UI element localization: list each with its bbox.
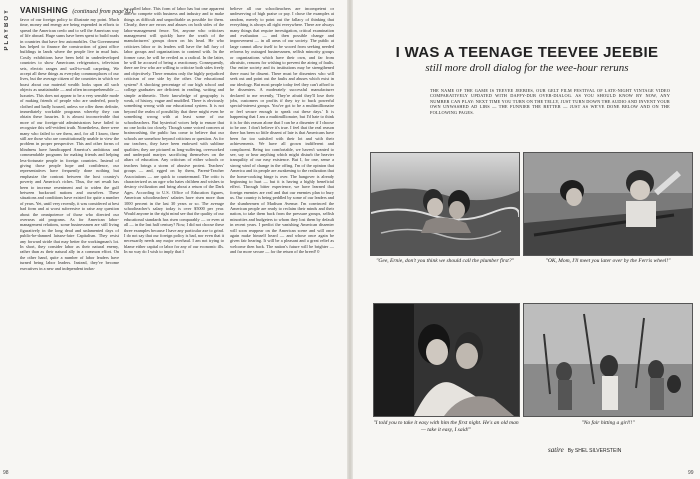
caption-swimmers: "Gee, Ernie, don't you think we should call the plumber first?": [376, 258, 514, 264]
photo-crowd: [523, 303, 693, 417]
crowd-image: [524, 304, 692, 416]
byline: [548, 446, 621, 454]
section-title: VANISHING: [20, 6, 69, 15]
photo-swimmers: [370, 152, 520, 256]
article-subtitle: still more droll dialog for the wee-hour reruns: [425, 62, 629, 74]
intro-paragraph: THE NAME OF THE GAME IS TEEVEE JEEBIES, OUR GELT FILM FESTIVAL OF LATE-NIGHT VINTAGE VIDEO COMPARATIVELY UPDATED WITH DAFFY-DUB OVER-DIALOG. AS YOU SHOULD KNOW BY NOW, ANY NUMBER CAN PLAY: NEXT TIME YOU TURN ON THE TELLY, JUST TURN DOWN THE AUDIO AND INVENT YOUR OWN UNWASHED AD LIBS — THE FUNNIER THE BETTER — JUST AS WE'VE DONE BELOW AND ON THE FOLLOWING PAGES.: [430, 88, 670, 115]
article-column-2: try called labor. This form of labor has but one apparent aim: to compete with business and industry and to make things as difficult and unprofitable as possible for them. Clearly, there are errors and abuses on both sides of the labor-management fence. Yet, anyone who criticizes management will quickly have the wrath of the manufacturers' groups down on his head. He who criticizes labor or its leaders will have the full fury of labor groups and organizations to contend with. In the former case, he will be reviled as a radical. In the latter, he will be accused of being a reactionary. Consequently, there are few who are willing to criticize both sides freely and objectively. There remains only the highly prejudiced criticism of one side by the other. Our educational system? A shocking percentage of our high school and college graduates are deficient in reading, writing and simple arithmetic. Their knowledge of geography is weak, of history, vague and muddled. There is obviously something wrong with our educational system. It is not beyond the realm of possibility that there might even be something wrong with at least some of our schoolteachers. But hysterical voices help to ensure that no one looks too closely. Though some voiced concern at brainwashing, the public has come to believe that our schools are somehow beyond criticism or question. As for our teachers, they have been endowed with sublime qualities; they are pictured as long-suffering, overworked and underpaid martyrs sacrificing themselves on the altars of education. Any criticism of either schools or teachers brings a storm of abusive protest. Teachers' groups — and, egged on by them, Parent-Teacher Associations — are quick to countermand. The critic is characterized as an ogre who hates children and wishes to destroy civilization and bring about a return of the Dark Ages. According to U.S. Office of Education figures, American schoolteachers' salaries have risen more than 1000 percent in the last 30 years or so. The average schoolteacher's salary today is over $5000 per year. Would anyone in the right mind see that the quality of our educational standards has risen comparably — or even at all — in the last half century? Now, I did not choose these three examples because I have any particular axe to grind. I do not say that our foreign policy is bad, nor even that it necessarily needs any major overhaul. I am not trying to blame either capital or labor for any of our economic ills. In no way do I wish to imply that I: [124, 6, 224, 255]
satire-label: satire: [548, 446, 564, 454]
photo-boat-boy: [523, 152, 693, 256]
couple-image: [374, 304, 519, 416]
author-credit: By SHEL SILVERSTEIN: [567, 448, 622, 454]
article-column-1: favor of our foreign policy to illustrate my point. Much time, money and energy are being expended in efforts to spread the American credo and to sell the American way of life abroad. Huge sums have been spent to build roads in countries that have few automobiles. Our Government has helped to finance the construction of giant office buildings in lands where the people live in mud huts. Costly exhibitions have been held in underdeveloped countries to show Americans refrigerators, television sets, electric ranges and wall-to-wall carpeting. We accept all these things as everyday commonplaces of our lives, but the average citizen of the countries in which we boast about our material wealth looks upon all such objects as unattainable — and often incomprehensible — luxuries. This does not appear to be a very sensible mode of making friends of people who are underfed, poorly clothed and badly housed, unless we offer them definite, immediately workable programs whereby they can obtain these luxuries. It is almost inconceivable that more of our foreign-aid administrators have failed to recognize this self-evident truth. Nonetheless, there were many who failed to see them, and, for all I know, there still are those who are constitutionally unable to view the problem in proper perspective. This and other forms of blindness have handicapped America's ambitious and commendable programs for making friends and helping less-fortunate people in foreign countries. Instead of giving those people hope and confidence, our representatives have frequently done nothing but emphasize the contrast between the host country's poverty and America's riches. Thus, the net result has been to increase resentment and to widen the gulf between backward nations and ourselves. These situations and conditions have existed for quite a number of years. Yet, until very recently, it was considered at best bad form and at worst subversive to raise any question about the omnipotence of those who directed our overseas aid programs. As for American labor-management relations, some businessmen are still living figuratively in the long dead and unlamented days of public-be-damned laissez-faire Capitalism. They resist any forward stride that may better the workingman's lot. In short, they consider labor as their natural enemy, rather than as their natural ally in a common effort. On the other hand, quite a number of labor leaders have turned being labor leaders. Instead, they've become executives in a new and independent indus-: [20, 17, 119, 271]
article-title: I WAS A TEENAGE TEEVEE JEEBIE: [395, 44, 659, 61]
page-number-left: 98: [3, 470, 9, 476]
article-column-3: believe all our schoolteachers are incompetent or undeserving of high praise or pay. I chose the examples at random, merely to point out the fallacy of thinking that everything is always all right everywhere. There are always many things that require investigation, critical examination and evaluation — and then possible change and improvement — in all areas of our society. The public at large cannot allow itself to be wooed from seeking needed reforms by outraged businessmen, selfish minority groups or organizations which have their own, and far from altruistic, reasons for wishing to prevent the airing of faults. Our entire society and its institutions may be strengthened there must be dissent. There must be dissenters who will seek out and point out the faults and abuses which exist in our ideology. But most people today feel they can't afford to be dissenters. A moderately successful manufacturer declared to me recently, 'They're afraid they'll lose their jobs, customers or profits if they try to buck powerful special-interest groups. You've got to be a multimillionaire or feel secure enough to speak out these days.' It is happening that I am a multimillionaire, but I'd hate to think it is for this reason alone that I can be a dissenter if I choose to be one. I don't believe it's true. I feel that the real reason there has been so little dissent of late is that Americans have been far too satisfied with their lot and with their achievements. We have all grown indifferent and complacent. Being too comfortable, we haven't wanted to see, say or hear anything which might disturb the heavier tranquility of our easy existence. But I, for one, sense a strong wind of change in the offing. I'm of the opinion that America and its people are awakening to the realization that the home-cooking binge is over. The hangover is already beginning to hurt — but it is having a highly beneficial effect. Through bitter experience, we have learned that foreign enemies are real and that our enemies plan to bury us. Our country is being peddled by some of our leaders and the slumbermen of Madison Avenue. I'm convinced the American people are ready to reclaim their minds and their nation, to take them back from the pressure groups, selfish minorities and budgeters to whom they lost them by default in recent years. I predict the vanishing American dissenter will soon reappear on the American scene and will once again make himself heard — and whose once again be given fair hearing. It will be a pleasant and a great relief as welcome then back. The nation's future will be brighter — and far more secure — for the return of the breed! 0: [230, 6, 334, 255]
caption-crowd: "No fair hitting a girl!!": [581, 420, 635, 426]
page-number-right: 99: [688, 470, 694, 476]
photo-couple: [373, 303, 520, 417]
continued-note: (continued from page 82): [72, 9, 134, 15]
caption-boat-boy: "OK, Mom, I'll meet you later over by the Ferris wheel!": [545, 258, 671, 264]
boat-boy-image: [524, 153, 692, 255]
spine-gutter: [347, 0, 353, 479]
side-tag: PLAYBOY: [4, 8, 10, 51]
caption-couple: "I told you to take it easy with him the first night. He's an old man — take it easy, I said!": [373, 420, 519, 433]
swimmers-image: [371, 153, 519, 255]
running-head: [20, 6, 133, 15]
